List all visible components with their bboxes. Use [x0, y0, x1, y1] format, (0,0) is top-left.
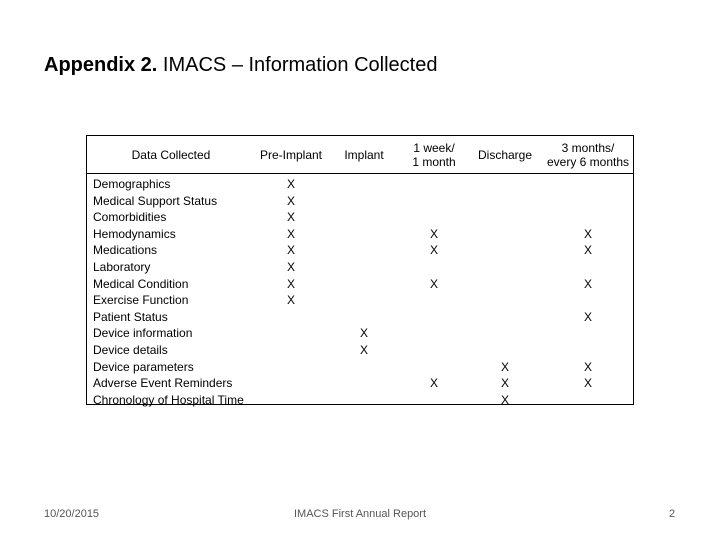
header-months-line1: 3 months/	[561, 141, 615, 155]
cell-mark-discharge: X	[500, 359, 510, 374]
header-data-line1: Data Collected	[131, 148, 211, 162]
cell-mark-months: X	[583, 276, 593, 291]
header-preimplant	[260, 148, 322, 162]
header-preimplant-line1: Pre-Implant	[259, 148, 323, 162]
title-bold: Appendix 2.	[44, 54, 158, 76]
row-label: Laboratory	[93, 260, 151, 274]
cell-mark-months: X	[583, 309, 593, 324]
header-week	[412, 141, 455, 169]
cell-mark-months: X	[583, 226, 593, 241]
row-label: Demographics	[93, 177, 171, 191]
row-label: Device parameters	[93, 359, 194, 374]
footer-date: 10/20/2015	[44, 508, 100, 520]
title-rest: IMACS – Information Collected	[157, 54, 438, 76]
row-label: Medical Support Status	[93, 193, 218, 208]
cell-mark-week: X	[429, 226, 439, 241]
header-discharge-line1: Discharge	[477, 148, 533, 162]
row-label: Device information	[93, 326, 193, 341]
header-divider	[87, 173, 633, 174]
cell-mark-preimplant: X	[286, 243, 296, 258]
cell-mark-implant: X	[359, 343, 369, 357]
slide-title	[44, 54, 437, 77]
cell-mark-preimplant: X	[286, 226, 296, 241]
row-label: Adverse Event Reminders	[93, 376, 233, 391]
cell-mark-preimplant: X	[286, 193, 296, 208]
cell-mark-week: X	[429, 243, 439, 258]
row-label: Chronology of Hospital Time	[93, 392, 244, 407]
header-months	[547, 141, 629, 169]
header-week-line1: 1 week/	[413, 141, 455, 155]
row-label: Patient Status	[93, 309, 168, 324]
cell-mark-implant: X	[359, 326, 369, 341]
cell-mark-preimplant: X	[286, 177, 296, 191]
data-collection-table	[86, 135, 634, 405]
header-data	[132, 148, 211, 162]
cell-mark-discharge: X	[500, 376, 510, 391]
row-label: Exercise Function	[93, 293, 189, 308]
header-implant-line1: Implant	[344, 148, 384, 162]
header-months-line2: every 6 months	[546, 155, 630, 169]
cell-mark-months: X	[583, 243, 593, 258]
row-label: Device details	[93, 343, 168, 357]
cell-mark-months: X	[583, 376, 593, 391]
cell-mark-preimplant: X	[286, 210, 296, 225]
cell-mark-discharge: X	[500, 392, 510, 407]
cell-mark-preimplant: X	[286, 293, 296, 308]
row-label: Hemodynamics	[93, 226, 176, 241]
cell-mark-week: X	[429, 276, 439, 291]
header-implant	[344, 148, 383, 162]
row-label: Comorbidities	[93, 210, 167, 225]
row-label: Medical Condition	[93, 276, 189, 291]
cell-mark-week: X	[429, 376, 439, 391]
footer-page-number: 2	[669, 508, 676, 520]
cell-mark-months: X	[583, 359, 593, 374]
cell-mark-preimplant: X	[286, 260, 296, 274]
header-discharge	[478, 148, 532, 162]
cell-mark-preimplant: X	[286, 276, 296, 291]
row-label: Medications	[93, 243, 158, 258]
header-week-line2: 1 month	[412, 155, 456, 169]
footer-report-name: IMACS First Annual Report	[293, 508, 427, 520]
